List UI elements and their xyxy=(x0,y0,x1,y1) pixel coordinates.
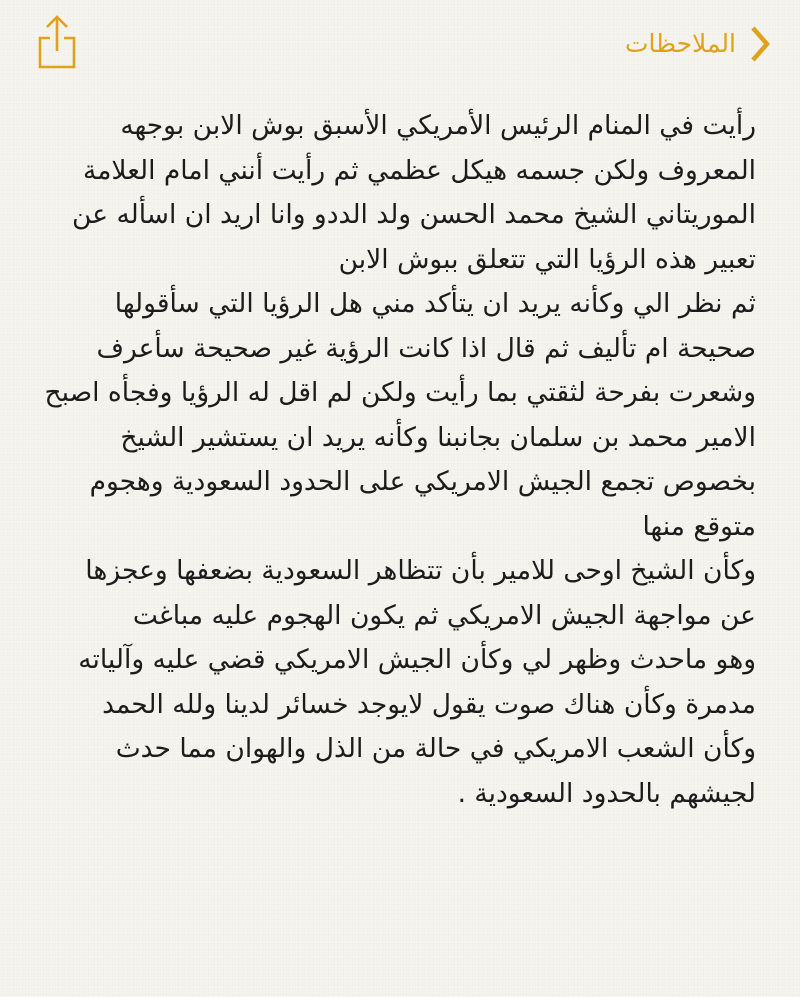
share-button[interactable] xyxy=(34,14,80,70)
note-line: ثم نظر الي وكأنه يريد ان يتأكد مني هل الرؤيا التي سأقولها xyxy=(114,288,756,319)
note-line: المعروف ولكن جسمه هيكل عظمي ثم رأيت أنني امام العلامة xyxy=(83,154,756,186)
navigation-bar xyxy=(0,0,800,88)
chevron-left-icon xyxy=(746,22,774,66)
note-line: وكأن الشعب الامريكي في حالة من الذل والهوان مما حدث xyxy=(115,733,756,764)
note-line: لجيشهم بالحدود السعودية . xyxy=(457,777,756,809)
note-line: رأيت في المنام الرئيس الأمريكي الأسبق بوش الابن بوجهه xyxy=(120,110,756,141)
back-button[interactable] xyxy=(625,22,774,66)
note-line: الامير محمد بن سلمان بجانبنا وكأنه يريد ان يستشير الشيخ xyxy=(120,421,756,453)
back-button-label: الملاحظات xyxy=(624,29,736,58)
note-line: بخصوص تجمع الجيش الامريكي على الحدود السعودية وهجوم xyxy=(89,466,756,497)
note-line: صحيحة ام تأليف ثم قال اذا كانت الرؤية غير صحيحة سأعرف xyxy=(96,332,756,364)
note-line: عن مواجهة الجيش الامريكي ثم يكون الهجوم عليه مباغت xyxy=(132,599,756,631)
note-line: مدمرة وكأن هناك صوت يقول لايوجد خسائر لدينا ولله الحمد xyxy=(102,688,756,720)
share-icon xyxy=(34,14,80,70)
note-line: الموريتاني الشيخ محمد الحسن ولد الددو وانا اريد ان اسأله عن xyxy=(72,199,756,230)
note-line: وشعرت بفرحة لثقتي بما رأيت ولكن لم اقل له الرؤيا وفجأه اصبح xyxy=(44,377,756,408)
note-line: متوقع منها xyxy=(642,510,756,542)
note-line: وكأن الشيخ اوحى للامير بأن تتظاهر السعودية بضعفها وعجزها xyxy=(85,555,756,586)
note-content[interactable] xyxy=(44,104,756,816)
note-line: وهو ماحدث وظهر لي وكأن الجيش الامريكي قضي عليه وآلياته xyxy=(78,644,756,675)
note-line: تعبير هذه الرؤيا التي تتعلق ببوش الابن xyxy=(338,243,756,275)
